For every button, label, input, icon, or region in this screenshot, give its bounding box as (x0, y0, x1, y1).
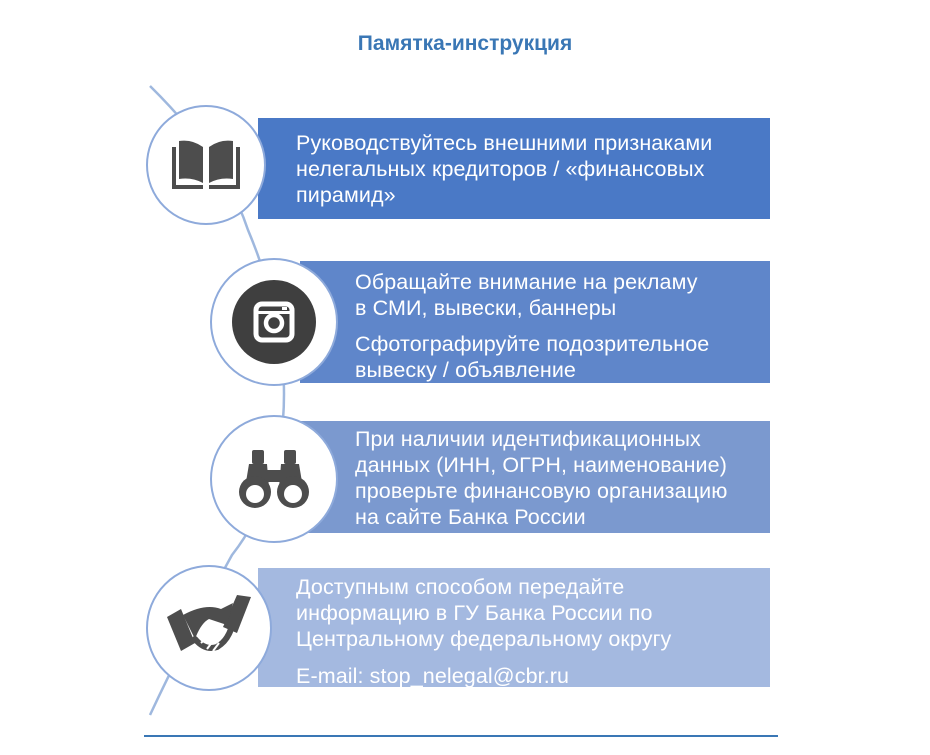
step-4-line-3: Центральному федеральному округу (296, 627, 672, 651)
step-3-line-1: При наличии идентификационных (355, 427, 701, 451)
step-4-line-1: Доступным способом передайте (296, 575, 625, 599)
step-2-line-3: Сфотографируйте подозрительное (355, 332, 710, 356)
step-4-icon-circle (146, 565, 272, 691)
page-title: Памятка-инструкция (357, 32, 573, 55)
handshake-icon (165, 593, 253, 663)
step-1-panel (258, 118, 770, 219)
step-1-line-3: пирамид» (296, 183, 396, 207)
step-1-icon-circle (146, 105, 266, 225)
step-1-line-2: нелегальных кредиторов / «финансовых (296, 157, 705, 181)
step-2-icon-circle (210, 258, 338, 386)
book-icon (170, 137, 242, 193)
step-3-line-3: проверьте финансовую организацию (355, 479, 728, 503)
step-1-line-1: Руководствуйтесь внешними признаками (296, 131, 713, 155)
step-2-line-2: в СМИ, вывески, баннеры (355, 296, 617, 320)
contact-email[interactable]: E-mail: stop_nelegal@cbr.ru (296, 664, 570, 688)
step-3-icon-circle (210, 415, 338, 543)
step-2-panel (300, 261, 770, 383)
step-4-panel (258, 568, 770, 687)
camera-icon (230, 278, 318, 366)
step-2-line-4: вывеску / объявление (355, 358, 576, 382)
step-4-line-2: информацию в ГУ Банка России по (296, 601, 653, 625)
step-2-line-1: Обращайте внимание на рекламу (355, 270, 698, 294)
step-3-line-2: данных (ИНН, ОГРН, наименование) (355, 453, 727, 477)
bottom-divider (144, 735, 778, 737)
binoculars-icon (235, 448, 313, 510)
step-3-panel (300, 421, 770, 533)
step-3-line-4: на сайте Банка России (355, 505, 586, 529)
